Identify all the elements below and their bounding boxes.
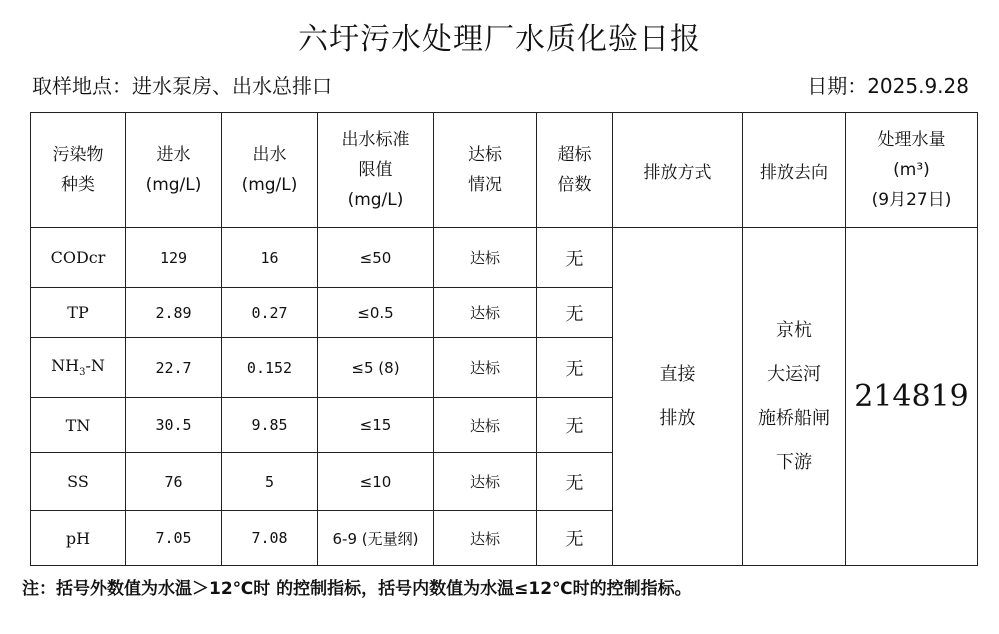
pollutant-cell: TP [31,288,126,338]
standard-cell: 6-9 (无量纲) [318,511,434,566]
standard-cell: ≤0.5 [318,288,434,338]
header-standard: 出水标准 限值 (mg/L) [318,113,434,228]
exceed-cell: 无 [537,288,613,338]
compliance-cell: 达标 [434,288,537,338]
compliance-cell: 达标 [434,398,537,453]
exceed-cell: 无 [537,228,613,288]
discharge-method-cell: 直接 排放 [613,228,743,566]
table-row [31,228,978,288]
header-influent: 进水 (mg/L) [126,113,222,228]
pollutant-cell: SS [31,453,126,511]
effluent-cell: 0.152 [222,338,318,398]
influent-cell: 22.7 [126,338,222,398]
compliance-cell: 达标 [434,228,537,288]
effluent-cell: 7.08 [222,511,318,566]
effluent-cell: 9.85 [222,398,318,453]
water-quality-table [30,112,978,566]
treated-volume-cell: 214819 [846,228,978,566]
influent-cell: 30.5 [126,398,222,453]
sampling-location: 取样地点：进水泵房、出水总排口 [32,74,332,98]
pollutant-cell: $NH_3-N$ [31,338,126,398]
report-date: 日期：2025.9.28 [807,74,969,98]
effluent-cell: 0.27 [222,288,318,338]
standard-cell: ≤10 [318,453,434,511]
influent-cell: 129 [126,228,222,288]
standard-cell: ≤15 [318,398,434,453]
header-discharge-destination: 排放去向 [743,113,846,228]
pollutant-cell: CODcr [31,228,126,288]
header-exceed: 超标 倍数 [537,113,613,228]
exceed-cell: 无 [537,338,613,398]
header-discharge-method: 排放方式 [613,113,743,228]
influent-cell: 7.05 [126,511,222,566]
discharge-destination-cell: 京杭 大运河 施桥船闸 下游 [743,228,846,566]
report-title: 六圩污水处理厂水质化验日报 [298,22,701,57]
header-effluent: 出水 (mg/L) [222,113,318,228]
pollutant-cell: TN [31,398,126,453]
pollutant-cell: pH [31,511,126,566]
standard-cell: ≤5 (8) [318,338,434,398]
compliance-cell: 达标 [434,338,537,398]
header-pollutant: 污染物 种类 [31,113,126,228]
exceed-cell: 无 [537,398,613,453]
influent-cell: 2.89 [126,288,222,338]
compliance-cell: 达标 [434,453,537,511]
effluent-cell: 5 [222,453,318,511]
footnote: 注：括号外数值为水温＞12℃时 的控制指标，括号内数值为水温≤12℃时的控制指标。 [22,579,692,599]
standard-cell: ≤50 [318,228,434,288]
header-row [31,113,978,228]
effluent-cell: 16 [222,228,318,288]
header-compliance: 达标 情况 [434,113,537,228]
exceed-cell: 无 [537,453,613,511]
compliance-cell: 达标 [434,511,537,566]
header-volume: 处理水量 (m³) (9月27日) [846,113,978,228]
influent-cell: 76 [126,453,222,511]
exceed-cell: 无 [537,511,613,566]
